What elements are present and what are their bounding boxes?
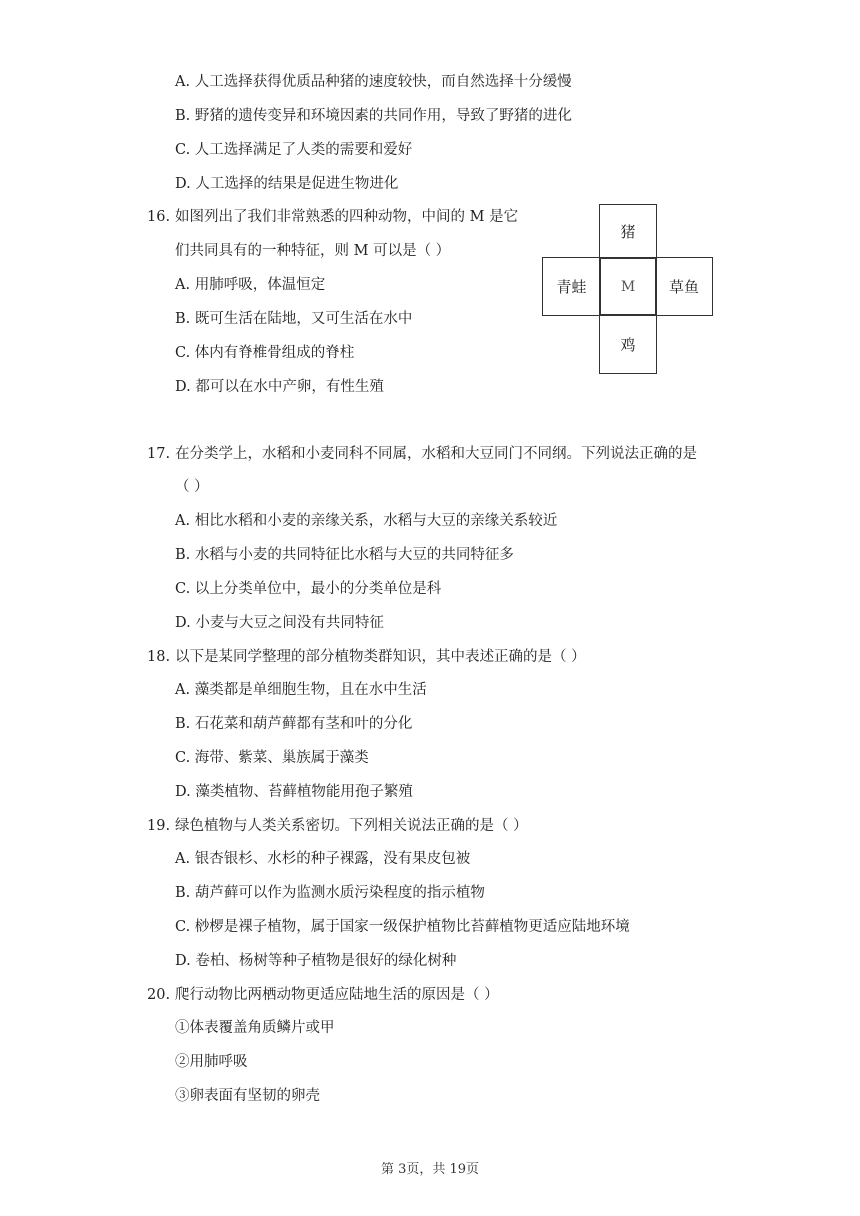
q17-option-c: C. 以上分类单位中，最小的分类单位是科 xyxy=(175,581,442,597)
q16-option-b: B. 既可生活在陆地，又可生活在水中 xyxy=(175,311,413,327)
q17-stem-line1: 在分类学上，水稻和小麦同科不同属，水稻和大豆同门不同纲。下列说法正确的是 xyxy=(175,446,697,462)
q17-stem-line2: （ ） xyxy=(175,479,209,495)
diagram-cell-right: 草鱼 xyxy=(655,257,713,316)
q18-option-a: A. 藻类都是单细胞生物，且在水中生活 xyxy=(175,682,427,698)
q15-option-b: B. 野猪的遗传变异和环境因素的共同作用，导致了野猪的进化 xyxy=(175,108,572,124)
q16-option-a: A. 用肺呼吸，体温恒定 xyxy=(175,277,326,293)
diagram-cell-center: M xyxy=(599,257,657,316)
q19-option-c: C. 桫椤是裸子植物，属于国家一级保护植物比苔藓植物更适应陆地环境 xyxy=(175,919,630,935)
q15-option-d: D. 人工选择的结果是促进生物进化 xyxy=(175,176,399,192)
q16-option-d: D. 都可以在水中产卵，有性生殖 xyxy=(175,379,384,395)
diagram-cell-top: 猪 xyxy=(599,204,657,259)
q20-item-1: ①体表覆盖角质鳞片或甲 xyxy=(175,1020,335,1036)
page-footer: 第 3页，共 19页 xyxy=(380,1162,480,1177)
q18-option-b: B. 石花菜和葫芦藓都有茎和叶的分化 xyxy=(175,716,413,732)
q18-number: 18. xyxy=(147,649,171,665)
q16-stem-line2: 们共同具有的一种特征，则 M 可以是（ ） xyxy=(175,243,451,259)
q15-option-c: C. 人工选择满足了人类的需要和爱好 xyxy=(175,142,413,158)
diagram-cell-left: 青蛙 xyxy=(542,257,601,316)
q19-option-d: D. 卷柏、杨树等种子植物是很好的绿化树种 xyxy=(175,953,457,969)
q17-number: 17. xyxy=(147,446,171,462)
q18-option-c: C. 海带、紫菜、巢族属于藻类 xyxy=(175,750,369,766)
q17-option-a: A. 相比水稻和小麦的亲缘关系，水稻与大豆的亲缘关系较近 xyxy=(175,513,558,529)
q19-option-a: A. 银杏银杉、水杉的种子裸露，没有果皮包被 xyxy=(175,851,471,867)
q16-option-c: C. 体内有脊椎骨组成的脊柱 xyxy=(175,345,355,361)
q16-stem-line1: 如图列出了我们非常熟悉的四种动物，中间的 M 是它 xyxy=(175,209,519,225)
q18-option-d: D. 藻类植物、苔藓植物能用孢子繁殖 xyxy=(175,784,413,800)
diagram-cell-bottom: 鸡 xyxy=(599,314,657,374)
q20-item-3: ③卵表面有坚韧的卵壳 xyxy=(175,1088,320,1104)
q19-stem: 绿色植物与人类关系密切。下列相关说法正确的是（ ） xyxy=(175,818,528,834)
q18-stem: 以下是某同学整理的部分植物类群知识，其中表述正确的是（ ） xyxy=(175,649,586,665)
q17-option-b: B. 水稻与小麦的共同特征比水稻与大豆的共同特征多 xyxy=(175,547,514,563)
q20-stem: 爬行动物比两栖动物更适应陆地生活的原因是（ ） xyxy=(175,987,499,1003)
q17-option-d: D. 小麦与大豆之间没有共同特征 xyxy=(175,615,384,631)
q20-item-2: ②用肺呼吸 xyxy=(175,1054,248,1070)
q20-number: 20. xyxy=(147,987,171,1003)
q15-option-a: A. 人工选择获得优质品种猪的速度较快，而自然选择十分缓慢 xyxy=(175,74,572,90)
q19-option-b: B. 葫芦藓可以作为监测水质污染程度的指示植物 xyxy=(175,885,485,901)
q19-number: 19. xyxy=(147,818,171,834)
q16-number: 16. xyxy=(147,209,171,225)
